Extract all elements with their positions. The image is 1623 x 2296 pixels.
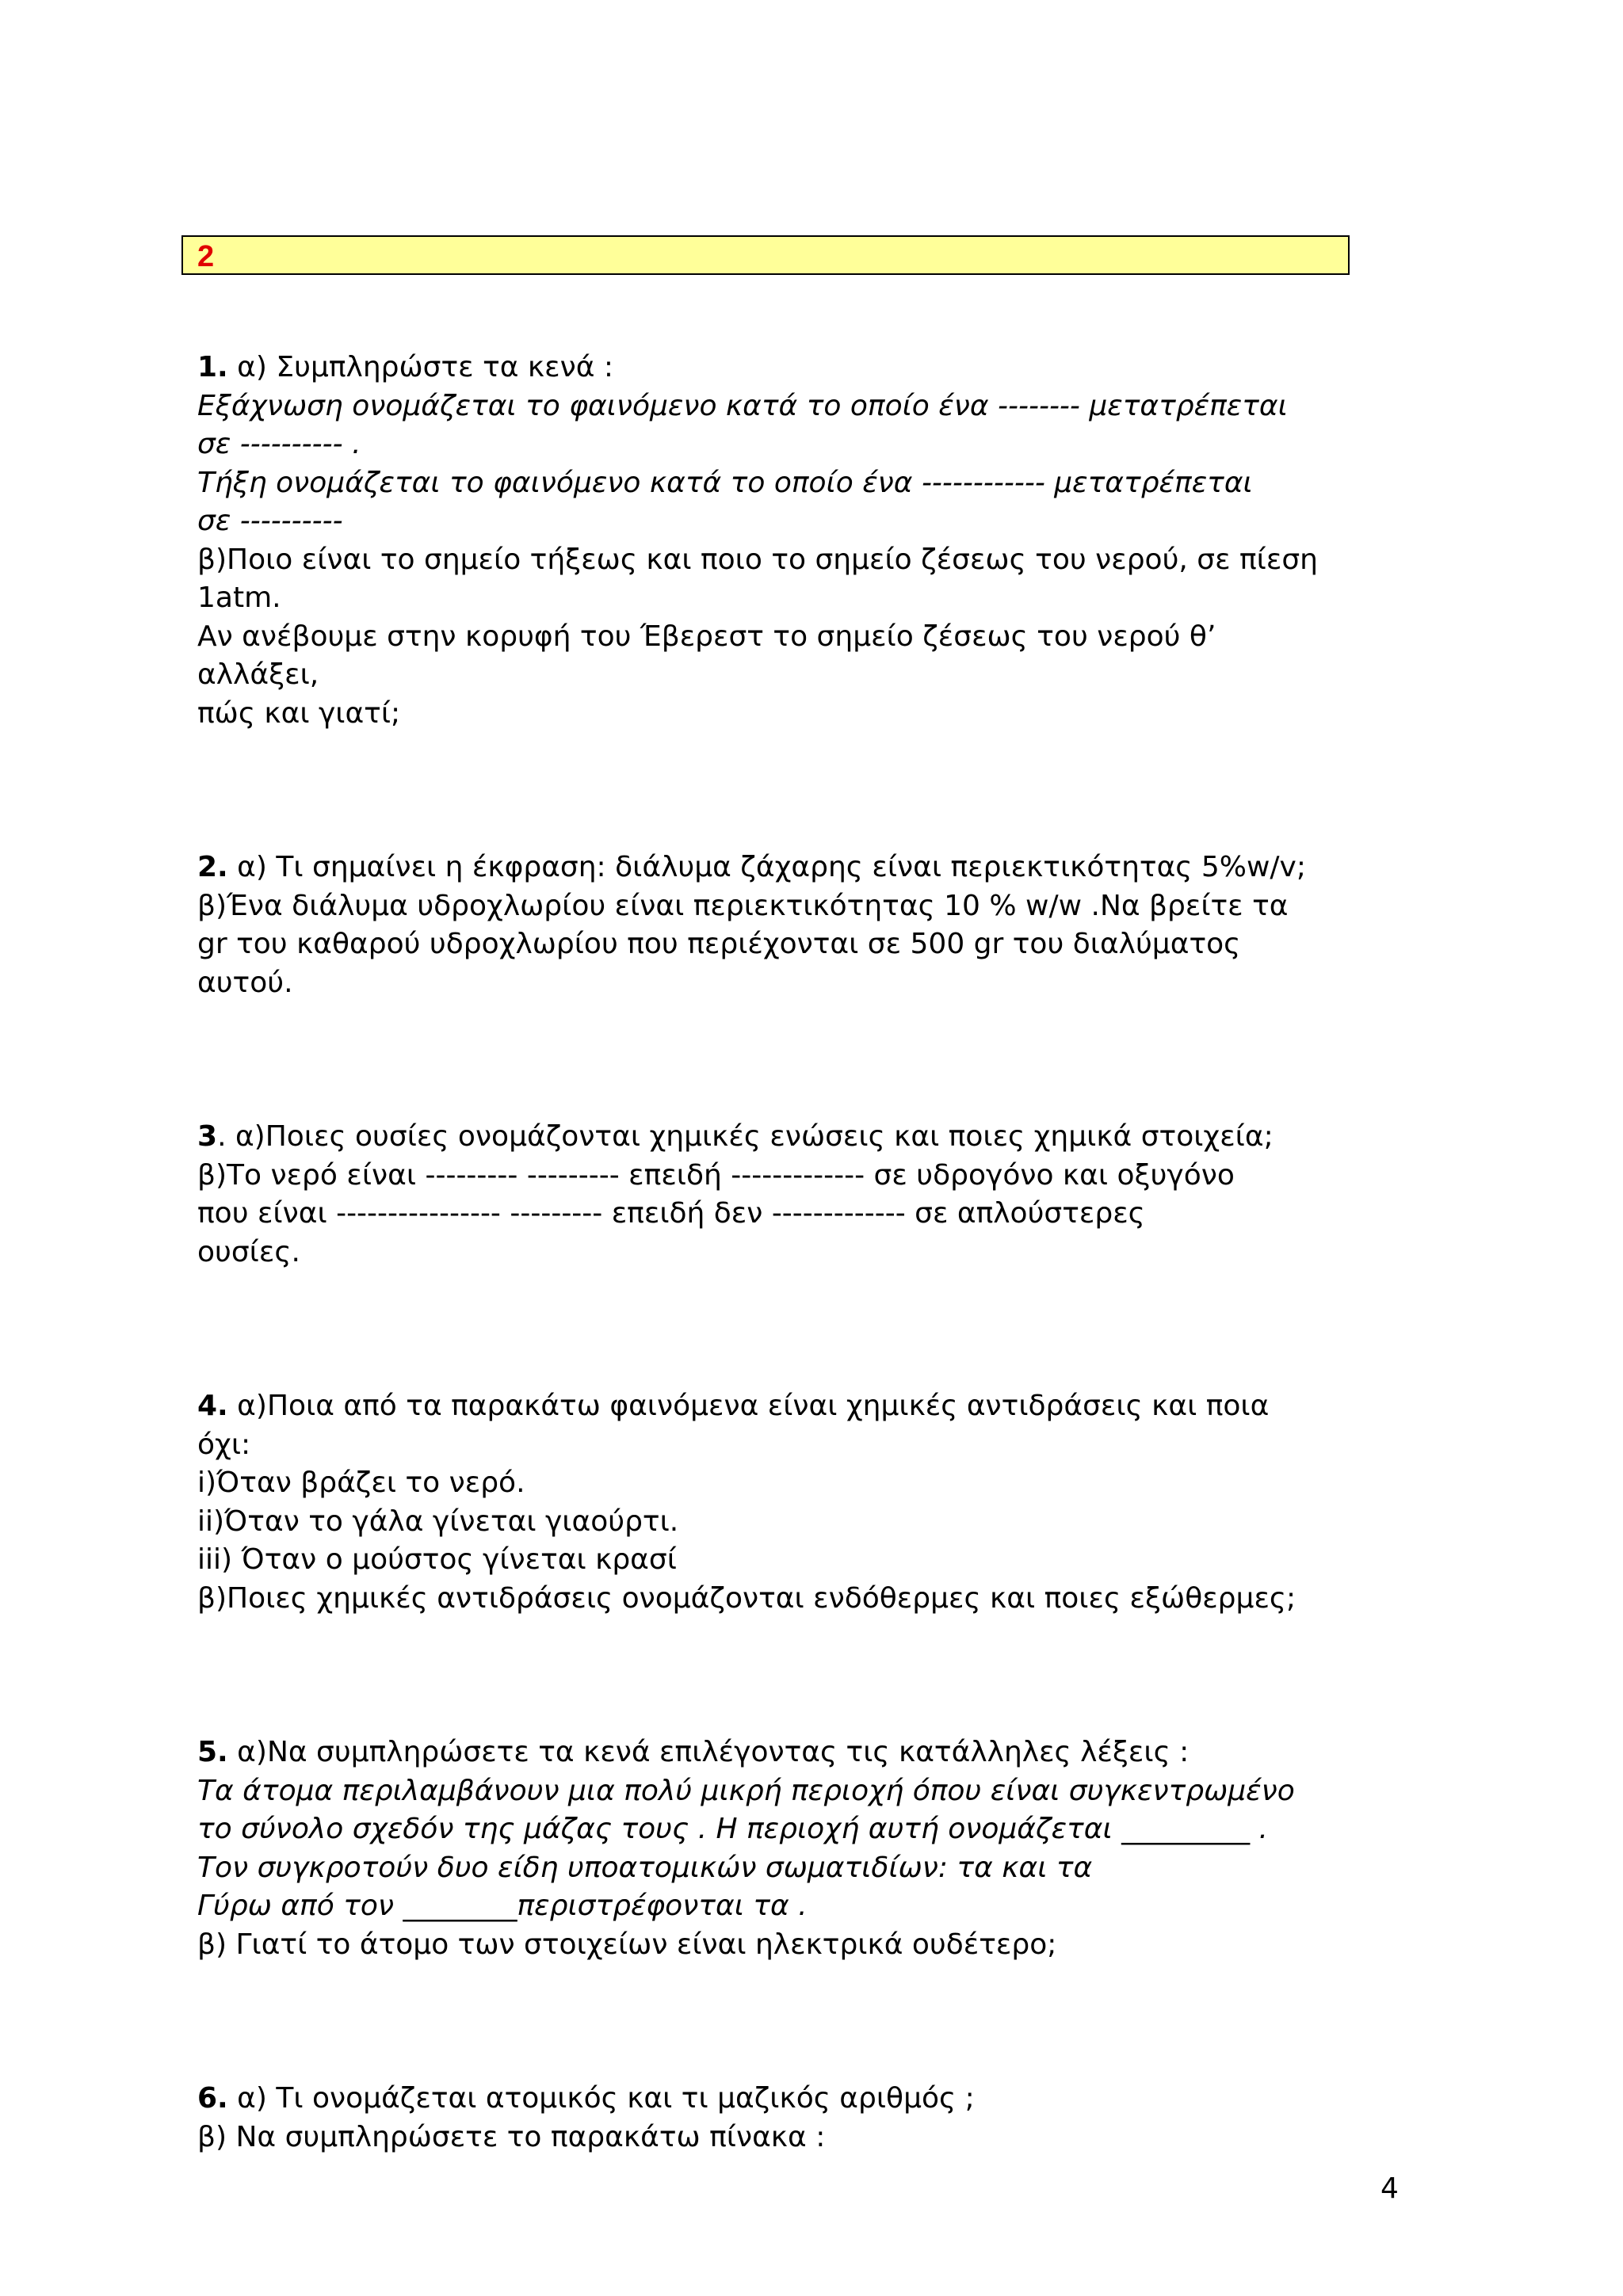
question-line: [197, 349, 1434, 387]
question-line: [197, 1810, 1434, 1849]
question-number: 5.: [197, 1736, 228, 1768]
page-number: 4: [1381, 2172, 1399, 2205]
question-line: [197, 387, 1434, 426]
question-text: β) Γιατί το άτομο των στοιχείων είναι ηλεκτρικά ουδέτερο;: [197, 1928, 1057, 1961]
question-line: [197, 964, 1434, 1003]
question-number: 1.: [197, 351, 228, 383]
question-6: [197, 2080, 1434, 2157]
question-line: [197, 1926, 1434, 1965]
question-line: [197, 1772, 1434, 1811]
fill-in-text: Γύρω από τον ________περιστρέφονται τα .: [197, 1890, 808, 1922]
fill-in-text: σε ----------: [197, 505, 343, 537]
question-line: [197, 1503, 1434, 1542]
question-line: [197, 579, 1434, 618]
question-text: β) Να συμπληρώσετε το παρακάτω πίνακα :: [197, 2120, 826, 2153]
question-line: [197, 541, 1434, 580]
question-line: [197, 1234, 1434, 1272]
question-4: [197, 1387, 1434, 1618]
questions-container: [197, 349, 1434, 2157]
question-line: [197, 618, 1434, 657]
question-line: [197, 695, 1434, 734]
question-text: α)Ποια από τα παρακάτω φαινόμενα είναι χημικές αντιδράσεις και ποια: [227, 1390, 1270, 1422]
question-text: αλλάξει,: [197, 658, 319, 691]
question-3: [197, 1118, 1434, 1272]
question-line: [197, 2119, 1434, 2157]
question-line: [197, 1118, 1434, 1157]
question-line: [197, 1464, 1434, 1503]
question-text: όχι:: [197, 1428, 251, 1461]
question-line: [197, 1541, 1434, 1580]
question-text: β)Ένα διάλυμα υδροχλωρίου είναι περιεκτικότητας 10 % w/w .Να βρείτε τα: [197, 889, 1289, 922]
question-line: [197, 1157, 1434, 1196]
fill-in-text: Τήξη ονομάζεται το φαινόμενο κατά το οποίο ένα ------------ μετατρέπεται: [197, 466, 1253, 499]
question-text: αυτού.: [197, 966, 293, 999]
fill-in-text: Τον συγκροτούν δυο είδη υποατομικών σωματιδίων: τα και τα: [197, 1851, 1093, 1884]
question-line: [197, 1426, 1434, 1465]
question-text: β)Το νερό είναι --------- --------- επειδή ------------- σε υδρογόνο και οξυγόνο: [197, 1158, 1235, 1192]
question-line: [197, 1733, 1434, 1772]
question-line: [197, 849, 1434, 887]
section-number: 2: [197, 240, 215, 273]
fill-in-text: Εξάχνωση ονομάζεται το φαινόμενο κατά το οποίο ένα -------- μετατρέπεται: [197, 389, 1288, 422]
question-line: [197, 1387, 1434, 1426]
question-text: ουσίες.: [197, 1235, 300, 1268]
question-number: 4.: [197, 1390, 228, 1422]
question-1: [197, 349, 1434, 733]
question-number: 2.: [197, 851, 228, 883]
question-line: [197, 425, 1434, 464]
question-number: 3: [197, 1120, 218, 1153]
question-line: [197, 464, 1434, 503]
question-text: πώς και γιατί;: [197, 696, 401, 730]
question-line: [197, 656, 1434, 695]
question-text: που είναι ---------------- --------- επειδή δεν ------------- σε απλούστερες: [197, 1197, 1145, 1230]
question-text: β)Ποιο είναι το σημείο τήξεως και ποιο το σημείο ζέσεως του νερού, σε πίεση: [197, 543, 1318, 576]
question-text: . α)Ποιες ουσίες ονομάζονται χημικές ενώσεις και ποιες χημικά στοιχεία;: [217, 1120, 1274, 1153]
question-text: α)Να συμπληρώσετε τα κενά επιλέγοντας τις κατάλληλες λέξεις :: [227, 1736, 1190, 1768]
question-line: [197, 1887, 1434, 1926]
question-text: β)Ποιες χημικές αντιδράσεις ονομάζονται ενδόθερμες και ποιες εξώθερμες;: [197, 1581, 1296, 1615]
question-text: 1atm.: [197, 582, 281, 614]
question-text: α) Τι ονομάζεται ατομικός και τι μαζικός αριθμός ;: [227, 2082, 975, 2115]
fill-in-text: Τα άτομα περιλαμβάνουν μια πολύ μικρή περιοχή όπου είναι συγκεντρωμένο: [197, 1774, 1295, 1807]
question-text: α) Συμπληρώστε τα κενά :: [227, 351, 613, 383]
section-header-box: [181, 235, 1350, 275]
question-line: [197, 1580, 1434, 1619]
question-line: [197, 1195, 1434, 1234]
question-line: [197, 502, 1434, 541]
question-5: [197, 1733, 1434, 1964]
question-line: [197, 887, 1434, 926]
question-2: [197, 849, 1434, 1002]
question-text: iii) Όταν ο μούστος γίνεται κρασί: [197, 1543, 677, 1576]
question-text: Αν ανέβουμε στην κορυφή του Έβερεστ το σημείο ζέσεως του νερού θ’: [197, 620, 1216, 653]
question-number: 6.: [197, 2082, 228, 2115]
question-text: α) Τι σημαίνει η έκφραση: διάλυμα ζάχαρης είναι περιεκτικότητας 5%w/v;: [227, 851, 1306, 883]
fill-in-text: το σύνολο σχεδόν της μάζας τους . Η περιοχή αυτή ονομάζεται _________ .: [197, 1813, 1268, 1845]
question-line: [197, 925, 1434, 964]
question-text: ii)Όταν το γάλα γίνεται γιαούρτι.: [197, 1505, 679, 1538]
fill-in-text: σε ---------- .: [197, 428, 361, 460]
question-text: i)Όταν βράζει το νερό.: [197, 1466, 525, 1499]
question-line: [197, 2080, 1434, 2119]
question-line: [197, 1849, 1434, 1888]
question-text: gr του καθαρού υδροχλωρίου που περιέχονται σε 500 gr του διαλύματος: [197, 928, 1241, 960]
